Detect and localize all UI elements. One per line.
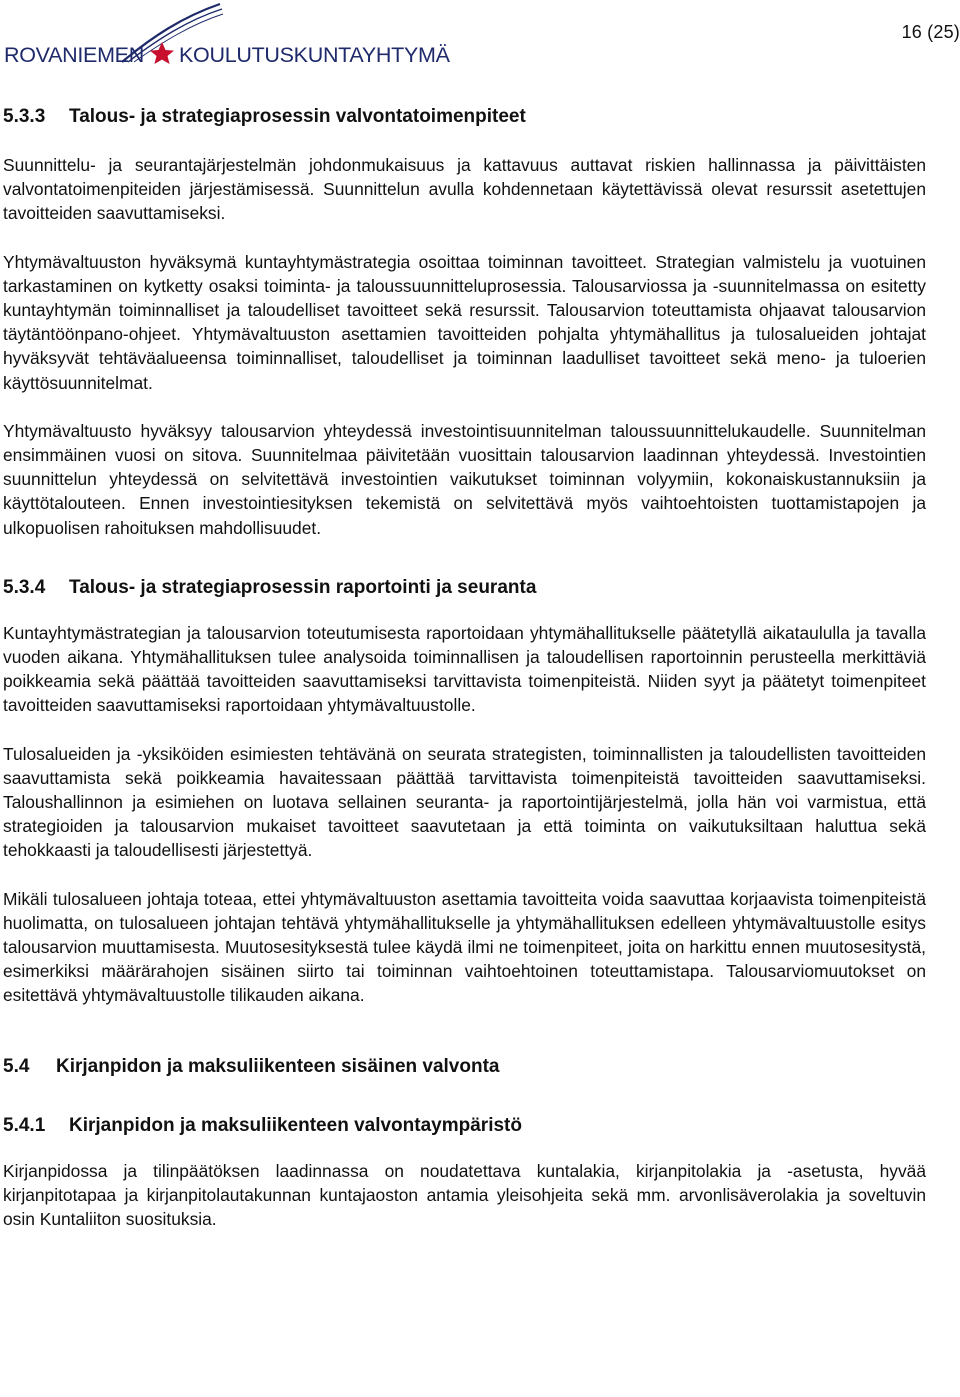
section-number: 5.4 [3, 1055, 30, 1077]
section-title: Kirjanpidon ja maksuliikenteen sisäinen valvonta [56, 1055, 500, 1077]
section-title: Kirjanpidon ja maksuliikenteen valvontaympäristö [69, 1114, 522, 1136]
paragraph: Tulosalueiden ja -yksiköiden esimiesten tehtävänä on seurata strategisten, toiminnallisten ja taloudellisten tavoitteiden saavuttamista sekä poikkeamia havaitessaan päättää tarvittavista toimenpiteistä tavoitteiden saavuttamiseksi. Taloushallinnon ja esimiehen on luotava sellainen seuranta- ja raportointijärjestelmä, jolla hän voi varmistua, että strategioiden ja talousarvion mukaiset tavoitteet saavutetaan ja että toiminta on vaikutuksiltaan haluttua sekä tehokkaasti ja taloudellisesti järjestettyä. [3, 743, 926, 861]
page-number: 16 (25) [901, 22, 960, 42]
logo-text-left: ROVANIEMEN [4, 43, 144, 67]
section-heading-5-3-4 [3, 575, 926, 601]
rovaniemen-koulutuskuntayhtyma-logo [2, 2, 450, 74]
document-body [3, 104, 926, 1231]
section-title: Talous- ja strategiaprosessin valvontatoimenpiteet [69, 106, 526, 127]
paragraph: Kuntayhtymästrategian ja talousarvion toteutumisesta raportoidaan yhtymähallitukselle päätetyllä aikataululla ja tavalla vuoden aikana. Yhtymähallituksen tulee analysoida toiminnallisen ja taloudellisen raportoinnin perusteella merkittäviä poikkeamia sekä päättää tavoitteiden saavuttamiseksi tarvittavista toimenpiteistä. Niiden syyt ja päätetyt toimenpiteet tavoitteiden saavuttamiseksi raportoidaan yhtymävaltuustolle. [3, 622, 926, 716]
paragraph: Mikäli tulosalueen johtaja toteaa, ettei yhtymävaltuuston asettamia tavoitteita voida saavuttaa korjaavista toimenpiteistä huolimatta, on tulosalueen johtajan tehtävä yhtymähallitukselle ja yhtymähallituksen edelleen yhtymävaltuustolle esitys talousarvion muuttamisesta. Muutosesityksestä tulee käydä ilmi ne toimenpiteet, joita on harkittu ennen muutosesitystä, esimerkiksi määrärahojen sisäinen siirto tai toiminnan vaihtoehtoinen toteuttamistapa. Talousarviomuutokset on esitettävä yhtymävaltuustolle tilikauden aikana. [3, 888, 926, 1006]
logo-text-right: KOULUTUSKUNTAYHTYMÄ [179, 43, 450, 67]
section-heading-5-4 [3, 1054, 926, 1080]
section-number: 5.3.3 [3, 106, 46, 127]
section-number: 5.4.1 [3, 1114, 46, 1136]
paragraph: Yhtymävaltuuston hyväksymä kuntayhtymästrategia osoittaa toiminnan tavoitteet. Strategian valmistelu ja vuotuinen tarkastaminen on kytketty osaksi toiminta- ja taloussuunnitteluprosessia. Talousarviossa ja -suunnitelmassa on esitetty kuntayhtymän toiminnalliset ja taloudelliset tavoitteet sekä resurssit. Talousarvion toteuttamista ohjaavat talousarvion täytäntöönpano-ohjeet. Yhtymävaltuuston asettamien tavoitteiden pohjalta yhtymähallitus ja tulosalueiden johtajat hyväksyvät tehtäväalueensa toiminnalliset, taloudelliset ja toiminnan laadulliset tavoitteet sekä meno- ja tuloerien käyttösuunnitelmat. [3, 251, 926, 393]
section-number: 5.3.4 [3, 576, 46, 598]
section-title: Talous- ja strategiaprosessin raportointi ja seuranta [69, 576, 537, 598]
section-heading-5-4-1 [3, 1113, 926, 1139]
page-header [0, 0, 960, 80]
paragraph: Suunnittelu- ja seurantajärjestelmän johdonmukaisuus ja kattavuus auttavat riskien hallinnassa ja päivittäisten valvontatoimenpiteiden järjestämisessä. Suunnittelun avulla kohdennetaan käytettävissä olevat resurssit asetettujen tavoitteiden saavuttamiseksi. [3, 155, 926, 224]
section-heading-5-3-3 [3, 104, 926, 130]
paragraph: Yhtymävaltuusto hyväksyy talousarvion yhteydessä investointisuunnitelman taloussuunnittelukaudelle. Suunnitelman ensimmäinen vuosi on sitova. Suunnitelmaa päivitetään vuosittain talousarvion laadinnan yhteydessä. Investointien suunnittelun yhteydessä on selvitettävä investointien vaikutukset toiminnan volyymiin, kokonaiskustannuksiin ja käyttötalouteen. Ennen investointiesityksen tekemistä on selvitettävä myös vaihtoehtoisten tuottamistapojen ja ulkopuolisen rahoituksen mahdollisuudet. [3, 420, 926, 538]
paragraph: Kirjanpidossa ja tilinpäätöksen laadinnassa on noudatettava kuntalakia, kirjanpitolakia ja -asetusta, hyvää kirjanpitotapaa ja kirjanpitolautakunnan kuntajaoston antamia yleisohjeita sekä mm. arvonlisäverolakia ja soveltuvin osin Kuntaliiton suosituksia. [3, 1160, 926, 1230]
